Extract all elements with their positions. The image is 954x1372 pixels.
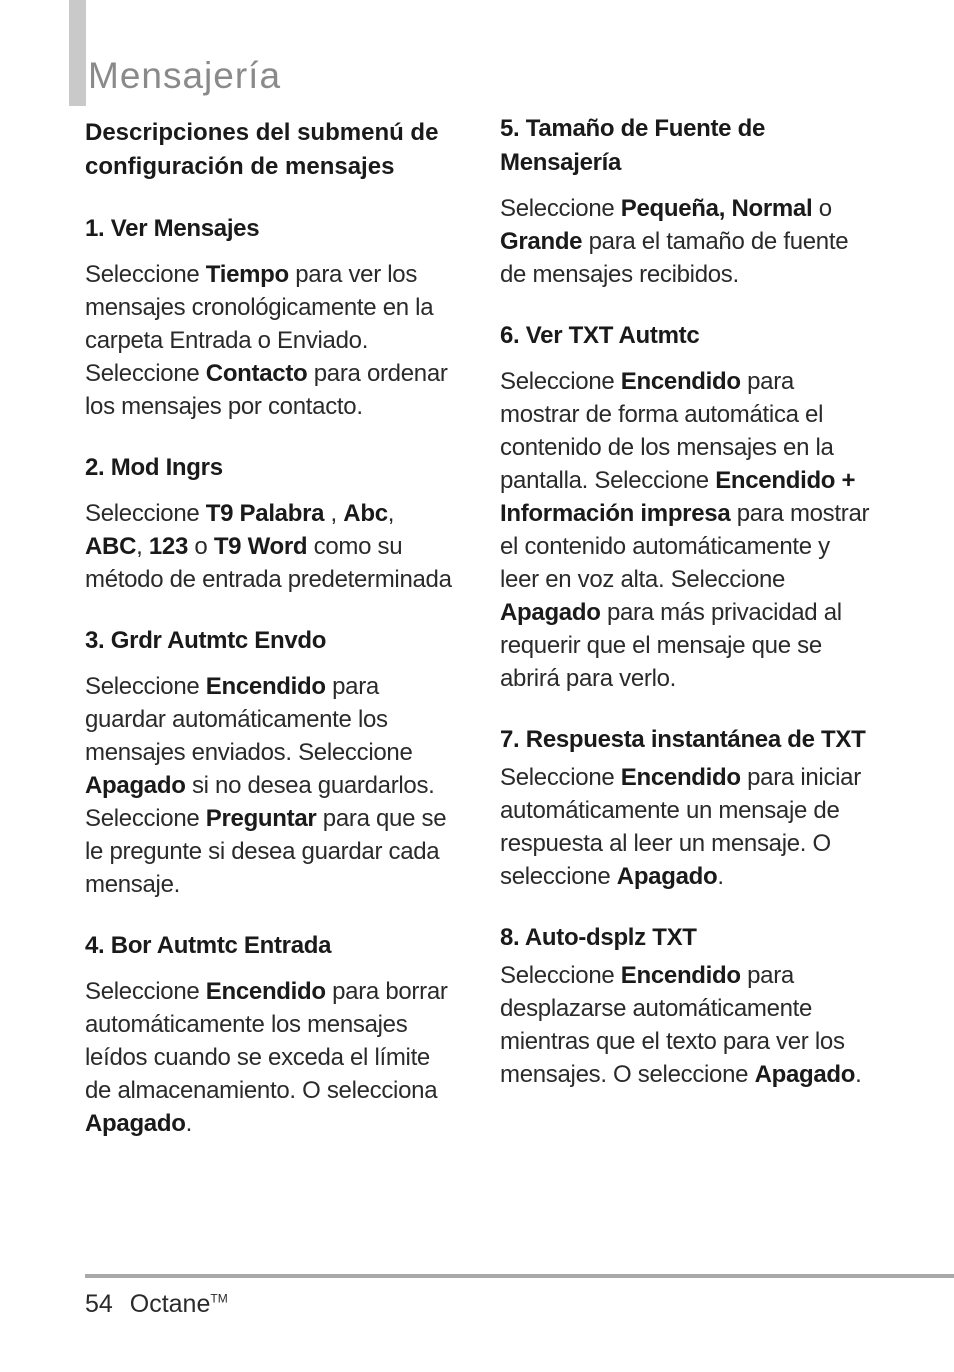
left-column xyxy=(85,112,457,1140)
option-name: Encendido xyxy=(205,978,326,1005)
page-footer xyxy=(85,1290,228,1319)
section xyxy=(85,624,457,901)
body-text: o xyxy=(812,195,832,222)
section xyxy=(85,451,457,596)
body-text: Seleccione xyxy=(85,261,206,288)
option-name: Encendido xyxy=(620,764,741,791)
body-text: si no desea guardarlos. Seleccione xyxy=(85,772,435,832)
body-text: . xyxy=(717,863,724,890)
section xyxy=(500,319,875,695)
body-text: , xyxy=(324,500,344,527)
section-title: 5. Tamaño de Fuente de Mensajería xyxy=(500,115,766,176)
section-title: 6. Ver TXT Autmtc xyxy=(500,322,700,349)
section-title: 1. Ver Mensajes xyxy=(85,215,260,242)
body-text: para desplazarse automáticamente mientras que el texto para ver los mensajes. O seleccione xyxy=(500,962,845,1088)
section-body xyxy=(85,670,457,901)
body-text: para mostrar el contenido automáticamente y leer en voz alta. Seleccione xyxy=(500,500,870,593)
option-name: T9 Palabra xyxy=(205,500,325,527)
body-text: Seleccione xyxy=(85,673,206,700)
trademark-mark: TM xyxy=(210,1291,228,1306)
right-column xyxy=(500,112,875,1091)
body-text: para borrar automáticamente los mensajes leídos cuando se exceda el límite de almacenamiento. O selecciona xyxy=(85,978,448,1104)
body-text: para que se le pregunte si desea guardar cada mensaje. xyxy=(85,805,447,898)
body-text: para mostrar de forma automática el contenido de los mensajes en la pantalla. Seleccione xyxy=(500,368,834,494)
option-name: Apagado xyxy=(85,1110,186,1137)
intro-heading: Descripciones del submenú de configuración de mensajes xyxy=(85,119,439,180)
body-text: como su método de entrada predeterminada xyxy=(85,533,452,593)
body-text: o xyxy=(188,533,214,560)
section-body xyxy=(85,258,457,423)
body-text: Seleccione xyxy=(85,500,206,527)
page-title: Mensajería xyxy=(88,54,282,96)
body-text: para ordenar los mensajes por contacto. xyxy=(85,360,448,420)
section xyxy=(500,921,875,1091)
section-title: 7. Respuesta instantánea de TXT xyxy=(500,726,866,753)
page-number: 54 xyxy=(85,1290,113,1318)
body-text: Seleccione xyxy=(85,978,206,1005)
body-text: Seleccione xyxy=(500,195,621,222)
option-name: Contacto xyxy=(205,360,308,387)
body-text: Seleccione xyxy=(500,764,621,791)
option-name: Apagado xyxy=(500,599,601,626)
body-text: para más privacidad al requerir que el mensaje que se abrirá para verlo. xyxy=(500,599,842,692)
section-body xyxy=(500,761,875,893)
option-name: Apagado xyxy=(754,1061,856,1088)
section-title: 3. Grdr Autmtc Envdo xyxy=(85,627,327,654)
section-title: 2. Mod Ingrs xyxy=(85,454,223,481)
option-name: Encendido + Información impresa xyxy=(500,467,856,527)
product-name: Octane xyxy=(129,1290,211,1318)
right-sections xyxy=(500,112,875,1091)
body-text: para iniciar automáticamente un mensaje de respuesta al leer un mensaje. O seleccione xyxy=(500,764,861,890)
body-text: . xyxy=(855,1061,862,1088)
option-name: Encendido xyxy=(205,673,326,700)
option-name: 123 xyxy=(148,533,189,560)
section-body xyxy=(500,959,875,1091)
option-name: Apagado xyxy=(616,863,718,890)
section xyxy=(500,112,875,291)
section-title: 8. Auto-dsplz TXT xyxy=(500,924,697,951)
body-text: , xyxy=(136,533,149,560)
body-text: para guardar automáticamente los mensajes enviados. Seleccione xyxy=(85,673,413,766)
section-body xyxy=(500,365,875,695)
section xyxy=(85,212,457,423)
section-body xyxy=(85,497,457,596)
section-title: 4. Bor Autmtc Entrada xyxy=(85,932,332,959)
section xyxy=(500,723,875,893)
body-text: para ver los mensajes cronológicamente en la carpeta Entrada o Enviado. Seleccione xyxy=(85,261,434,387)
body-text: Seleccione xyxy=(500,962,621,989)
body-text: . xyxy=(185,1110,192,1137)
body-text: , xyxy=(387,500,395,527)
option-name: Tiempo xyxy=(205,261,289,288)
body-text: para el tamaño de fuente de mensajes recibidos. xyxy=(500,228,849,288)
header-accent-bar xyxy=(69,0,86,106)
option-name: Preguntar xyxy=(205,805,317,832)
option-name: Abc xyxy=(343,500,388,527)
option-name: Pequeña, Normal xyxy=(620,195,813,222)
option-name: Apagado xyxy=(85,772,186,799)
option-name: T9 Word xyxy=(213,533,308,560)
option-name: Grande xyxy=(500,228,583,255)
option-name: ABC xyxy=(85,533,137,560)
footer-divider xyxy=(85,1274,954,1278)
option-name: Encendido xyxy=(620,962,741,989)
section-body xyxy=(500,192,875,291)
section xyxy=(85,929,457,1140)
option-name: Encendido xyxy=(620,368,741,395)
body-text: Seleccione xyxy=(500,368,621,395)
left-sections xyxy=(85,212,457,1140)
section-body xyxy=(85,975,457,1140)
